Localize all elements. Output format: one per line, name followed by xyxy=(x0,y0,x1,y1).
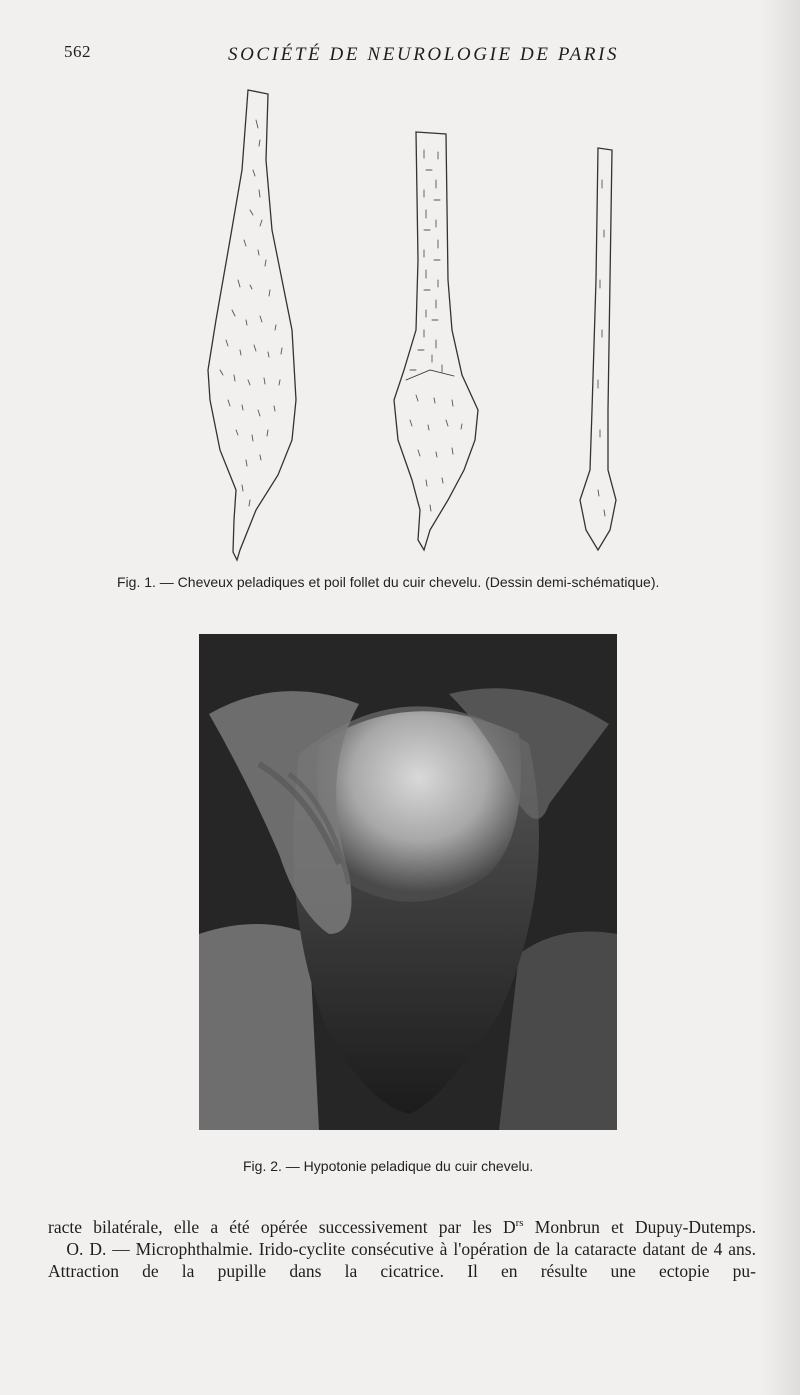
hair-drawing-1 xyxy=(208,90,296,560)
hair-drawing-2 xyxy=(394,132,478,550)
hair-drawing-3 xyxy=(580,148,616,550)
paragraph-1-end: Monbrun et Dupuy-Dutemps. xyxy=(523,1216,756,1237)
body-text xyxy=(48,1212,756,1282)
running-head xyxy=(0,40,800,70)
superscript: rs xyxy=(515,1217,524,1229)
page-edge-shadow xyxy=(760,0,800,1395)
page-number: 562 xyxy=(64,42,91,61)
paragraph-1-text: racte bilatérale, elle a été opérée successivement par les D xyxy=(48,1216,516,1237)
figure-2-photograph xyxy=(199,634,617,1130)
figure-1-caption: Fig. 1. — Cheveux peladiques et poil follet du cuir chevelu. (Dessin demi-schématique). xyxy=(117,574,660,590)
paragraph-1 xyxy=(48,1212,756,1238)
figure-1-drawing xyxy=(180,80,640,570)
figure-2-caption: Fig. 2. — Hypotonie peladique du cuir chevelu. xyxy=(243,1158,534,1174)
journal-title: SOCIÉTÉ DE NEUROLOGIE DE PARIS xyxy=(228,44,620,65)
paragraph-2: O. D. — Microphthalmie. Irido-cyclite consécutive à l'opération de la cataracte datant de 4 ans. Attraction de la pupille dans la cicatrice. Il en résulte une ectopie pu- xyxy=(48,1238,756,1281)
